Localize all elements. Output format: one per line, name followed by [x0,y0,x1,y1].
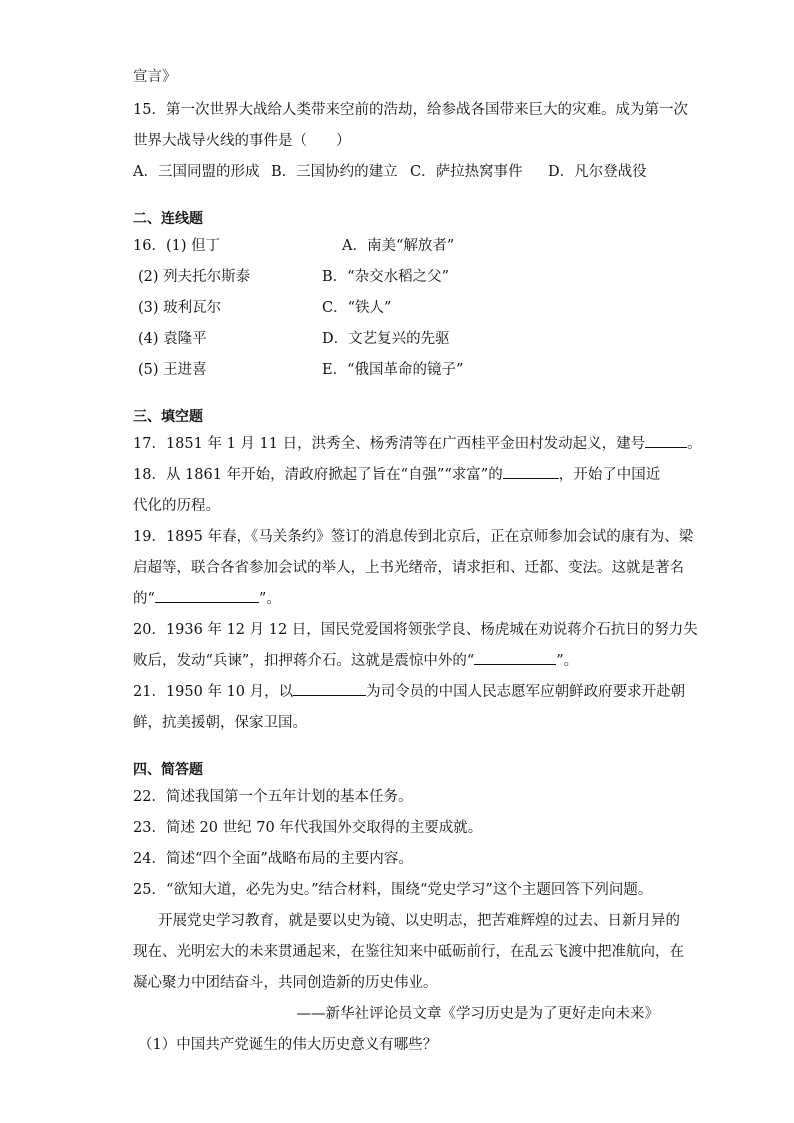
q25-material-line2: 现在、光明宏大的未来贯通起来，在鉴往知来中砥砺前行，在乱云飞渡中把准航向，在 [133,944,684,960]
q18-text-tail: ，开始了中国近 [558,467,661,483]
q21-line1 [133,680,685,701]
match-left-2: (2) 列夫托尔斯泰 [138,269,251,285]
q20-text: 败后，发动“兵谏”，扣押蒋介石。这就是震惊中外的“ [133,653,475,669]
match-left-3: (3) 玻利瓦尔 [138,300,222,316]
q15-line2: 世界大战导火线的事件是（ ） [133,133,351,149]
section2-heading: 二、连线题 [133,211,203,227]
match-right-d: D．文艺复兴的先驱 [322,331,450,347]
q22: 22．简述我国第一个五年计划的基本任务。 [133,789,413,805]
q17 [133,432,702,453]
match-right-e: E．“俄国革命的镜子” [322,362,464,378]
match-right-b: B．“杂交水稻之父” [322,269,449,285]
q15-options [133,160,647,181]
q24: 24．简述“四个全面”战略布局的主要内容。 [133,851,413,867]
q17-end: 。 [687,436,702,452]
q15-line1: 15．第一次世界大战给人类带来空前的浩劫，给参战各国带来巨大的灾难。成为第一次 [133,102,688,118]
q25-sub1: （1）中国共产党诞生的伟大历史意义有哪些？ [138,1037,438,1053]
q15-option-a: A．三国同盟的形成 [133,164,260,180]
q20-blank[interactable] [474,650,556,665]
q25: 25．“欲知大道，必先为史。”结合材料，围绕“党史学习”这个主题回答下列问题。 [133,882,653,898]
q20-end: ”。 [556,653,579,669]
q19-line1: 19．1895 年春，《马关条约》签订的消息传到北京后，正在京师参加会试的康有为、梁 [133,529,694,545]
q19-end: ”。 [258,591,281,607]
q17-text: 17．1851 年 1 月 11 日，洪秀全、杨秀清等在广西桂平金田村发动起义，建号 [133,436,646,452]
q15-option-d: D．凡尔登战役 [548,164,647,180]
q21-text-tail: 为司令员的中国人民志愿军应朝鲜政府要求开赴朝 [366,684,686,700]
q19-blank[interactable] [155,588,259,603]
q21-text: 21．1950 年 10 月，以 [133,684,294,700]
q15-option-b: B．三国协约的建立 [271,164,398,180]
q20-line1: 20．1936 年 12 月 12 日，国民党爱国将领张学良、杨虎城在劝说蒋介石抗日的努力失 [133,622,698,638]
q17-blank[interactable] [645,433,687,448]
q19-text: 的“ [133,591,155,607]
q25-material-line1: 开展党史学习教育，就是要以史为镜、以史明志，把苦难辉煌的过去、日新月异的 [158,913,680,929]
q14-tail: 宣言》 [133,69,177,85]
match-left-1: 16．(1) 但丁 [133,238,221,254]
q25-source: ——新华社评论员文章《学习历史是为了更好走向未来》 [296,1006,659,1022]
match-left-5: (5) 王进喜 [138,362,207,378]
q21-line2: 鲜，抗美援朝，保家卫国。 [133,715,307,731]
q18-line2: 代化的历程。 [133,498,220,514]
q21-blank[interactable] [293,681,366,696]
match-left-4: (4) 袁隆平 [138,331,207,347]
q19-line2: 启超等，联合各省参加会试的举人，上书光绪帝，请求拒和、迁都、变法。这就是著名 [133,560,684,576]
match-right-a: A．南美“解放者” [342,238,455,254]
q19-line3 [133,587,281,608]
section3-heading: 三、填空题 [133,409,203,425]
q23: 23．简述 20 世纪 70 年代我国外交取得的主要成就。 [133,820,483,836]
q18-line1 [133,463,660,484]
q18-text: 18．从 1861 年开始，清政府掀起了旨在“自强”“求富”的 [133,467,503,483]
q20-line2 [133,649,578,670]
match-right-c: C．“铁人” [322,300,392,316]
q25-material-line3: 凝心聚力中团结奋斗，共同创造新的历史伟业。 [133,975,438,991]
q15-option-c: C．萨拉热窝事件 [410,164,523,180]
q18-blank[interactable] [503,464,559,479]
section4-heading: 四、简答题 [133,762,203,778]
